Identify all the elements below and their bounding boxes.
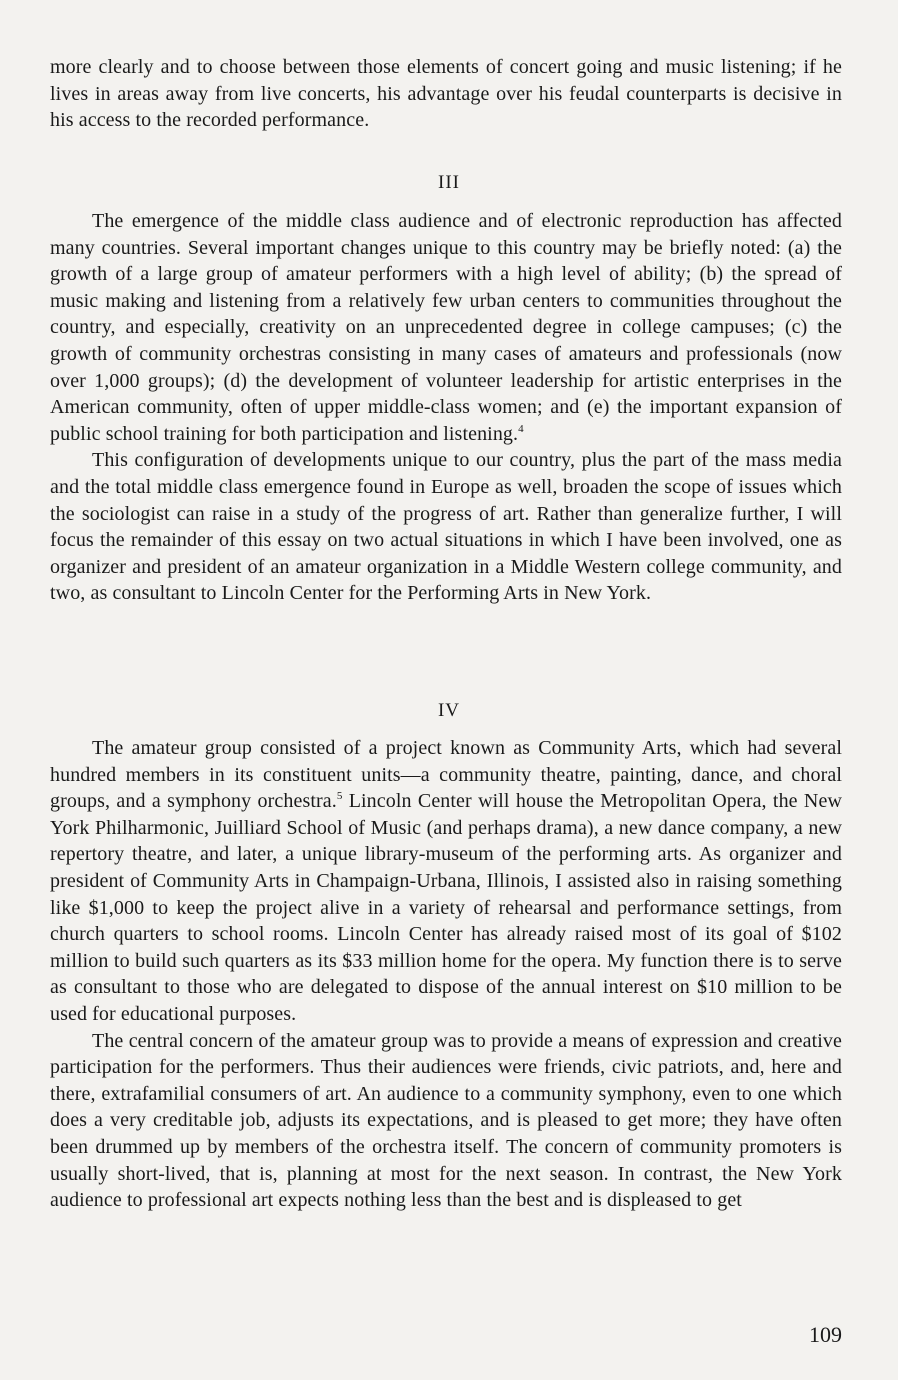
paragraph <box>50 208 842 447</box>
footnote-marker: 4 <box>518 422 524 435</box>
paragraph-text: The emergence of the middle class audience and of electronic reproduction has affected many countries. Several important changes unique to this country may be briefly noted: (a) the growth of a large group of amateur performers with a high level of ability; (b) the spread of music making and listening from a relatively few urban centers to communities throughout the country, and especially, creativity on an unprecedented degree in college campuses; (c) the growth of community orchestras consisting in many cases of amateurs and professionals (now over 1,000 groups); (d) the development of volunteer leadership for artistic enterprises in the American community, often of upper middle-class women; and (e) the important expansion of public school training for both participation and listening. <box>50 210 842 445</box>
paragraph-text: The amateur group consisted of a project known as Community Arts, which had several hundred members in its constituent units—a community theatre, painting, dance, and choral groups, and a symphony orchestra. <box>50 737 842 813</box>
page-number: 109 <box>809 1322 842 1347</box>
paragraph-text: Lincoln Center will house the Metropolitan Opera, the New York Philharmonic, Juilliard School of Music (and perhaps drama), a new dance company, a new repertory theatre, and later, a unique library-museum of the performing arts. As organizer and president of Community Arts in Champaign-Urbana, Illinois, I assisted also in raising something like $1,000 to keep the project alive in a variety of rehearsal and performance settings, from church quarters to school rooms. Lincoln Center has already raised most of its goal of $102 million to build such quarters as its $33 million home for the opera. My function there is to serve as consultant to those who are delegated to dispose of the annual interest on $10 million to be used for educational purposes. <box>50 790 842 1025</box>
opening-text <box>50 54 842 134</box>
section-heading-iii: III <box>438 172 460 193</box>
paragraph <box>50 735 842 1028</box>
paragraph: The central concern of the amateur group was to provide a means of expression and creative participation for the performers. Thus their audiences were friends, civic patriots, and, here and there, extrafamilial consumers of art. An audience to a community symphony, even to one which does a very creditable job, adjusts its expectations, and is pleased to get more; they have often been drummed up by members of the orchestra itself. The concern of community promoters is usually short-lived, that is, planning at most for the next season. In contrast, the New York audience to professional art expects nothing less than the best and is displeased to get <box>50 1029 842 1212</box>
section-heading-iv: IV <box>437 700 461 721</box>
section-iv-text <box>50 735 842 1214</box>
paragraph: more clearly and to choose between those elements of concert going and music listening; if he lives in areas away from live concerts, his advantage over his feudal counterparts is decisive in his access to the recorded performance. <box>50 56 842 132</box>
footnote-marker: 5 <box>336 790 343 803</box>
section-iii-text <box>50 208 842 607</box>
paragraph: This configuration of developments unique to our country, plus the part of the mass media and the total middle class emergence found in Europe as well, broaden the scope of issues which the sociologist can raise in a study of the progress of art. Rather than generalize further, I will focus the remainder of this essay on two actual situations in which I have been involved, one as organizer and president of an amateur organization in a Middle Western college community, and two, as consultant to Lincoln Center for the Performing Arts in New York. <box>50 449 842 605</box>
